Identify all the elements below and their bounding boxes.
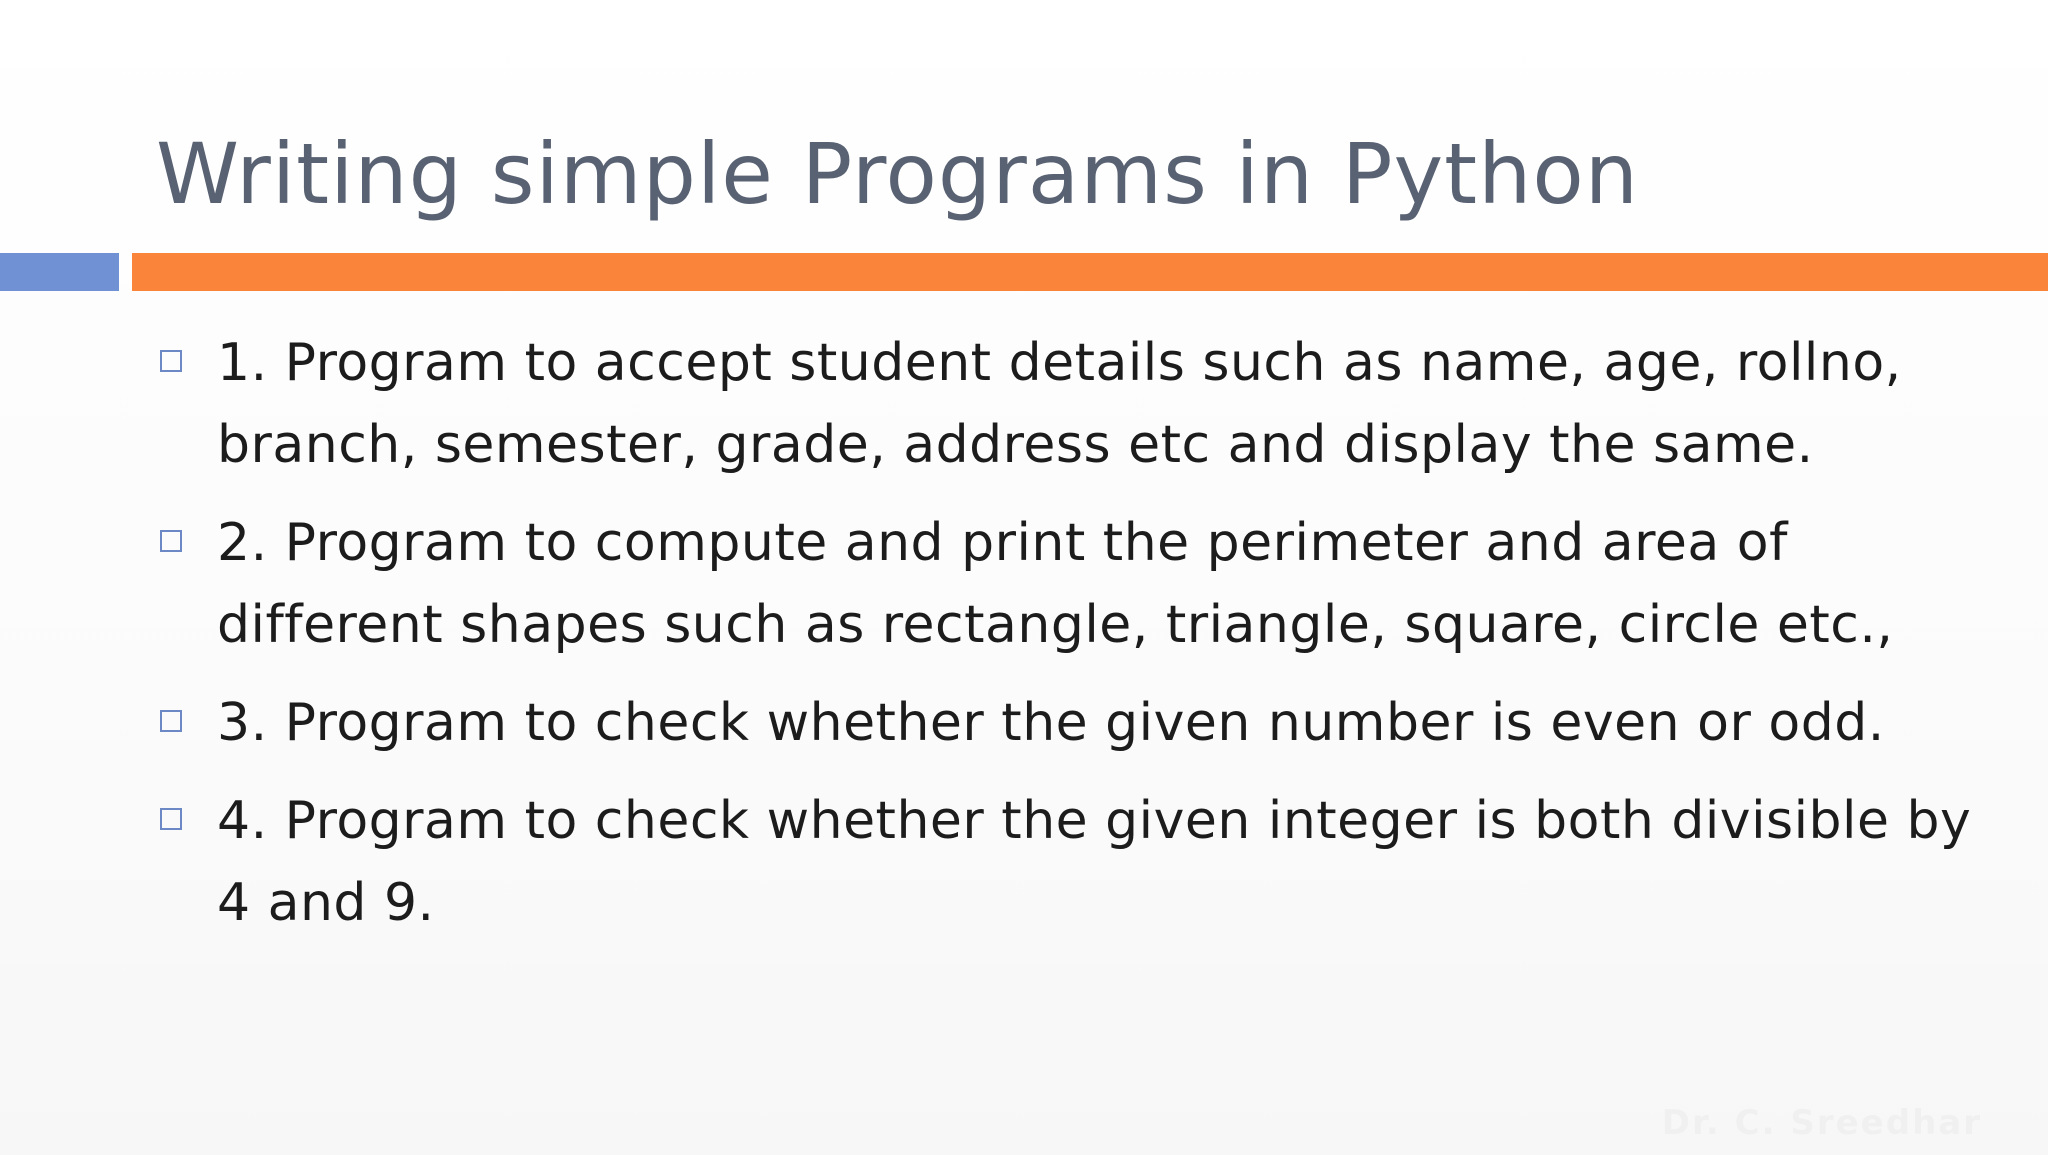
hollow-square-bullet-icon [160, 808, 182, 830]
bullet-text-1: 1. Program to accept student details such as name, age, rollno, branch, semester, grade, address etc and display the same. [217, 333, 1902, 475]
slide-title: Writing simple Programs in Python [156, 125, 1639, 223]
bullet-text-3: 3. Program to check whether the given number is even or odd. [217, 693, 1885, 753]
bullet-list [156, 322, 1986, 960]
author-watermark: Dr. C. Sreedhar [1661, 1103, 1982, 1143]
hollow-square-bullet-icon [160, 350, 182, 372]
bullet-item-3 [156, 682, 1986, 764]
hollow-square-bullet-icon [160, 530, 182, 552]
bullet-item-2 [156, 502, 1986, 666]
hollow-square-bullet-icon [160, 710, 182, 732]
accent-bar-orange [132, 253, 2048, 291]
bullet-item-4 [156, 780, 1986, 944]
bullet-text-4: 4. Program to check whether the given integer is both divisible by 4 and 9. [217, 791, 1972, 933]
bullet-text-2: 2. Program to compute and print the perimeter and area of different shapes such as rectangle, triangle, square, circle etc., [217, 513, 1894, 655]
bullet-item-1 [156, 322, 1986, 486]
accent-bar-blue [0, 253, 119, 291]
